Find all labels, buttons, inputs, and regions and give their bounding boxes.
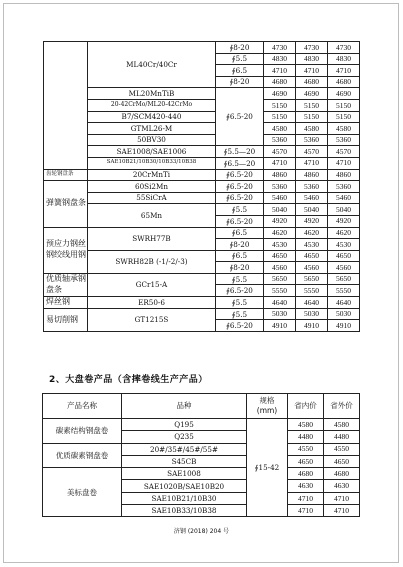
spec-cell: ∮6.5-20 [216,215,264,227]
price-cell: 5460 [296,192,328,204]
price-cell: 4710 [264,65,296,77]
table-row [44,123,360,135]
price-cell: 4680 [288,468,324,480]
header-spec: 规格 (mm) [247,394,288,419]
grade-cell: SAE1008 [122,468,247,480]
price-cell: 5650 [264,273,296,285]
price-cell: 4710 [324,505,360,517]
price-cell: 4830 [328,53,360,65]
price-cell: 5360 [328,134,360,146]
spec-cell: ∮5.5 [216,53,264,65]
grade-cell: SWRH77B [88,227,216,250]
price-cell: 4910 [264,320,296,332]
price-cell: 4580 [288,419,324,431]
grade-cell: GT1215S [88,308,216,331]
spec-cell: ∮8-20 [216,42,264,54]
price-cell: 4680 [296,76,328,88]
grade-cell: SAE1020B/SAE10B20 [122,480,247,492]
price-cell: 5150 [328,111,360,123]
spec-cell: ∮5.5 [216,308,264,320]
price-cell: 4830 [296,53,328,65]
spec-cell: ∮6.5-20 [216,88,264,146]
spec-cell: ∮5.5 [216,273,264,285]
price-cell: 4570 [264,146,296,158]
category-cell: 齿轮钢盘条 [44,169,88,181]
price-cell: 4480 [288,431,324,443]
spec-cell: ∮5.5—20 [216,146,264,158]
table-row [44,250,360,262]
spec-cell: ∮5.5 [216,204,264,216]
price-cell: 4480 [324,431,360,443]
header-inner-price: 省内价 [288,394,324,419]
price-cell: 4860 [264,169,296,181]
table-row [44,157,360,169]
spec-cell: ∮8-20 [216,76,264,88]
price-cell: 4650 [324,455,360,467]
grade-cell: SAE10B33/10B38 [122,505,247,517]
price-cell: 5150 [296,111,328,123]
table-row [44,297,360,309]
price-cell: 4650 [264,250,296,262]
price-cell: 4580 [264,123,296,135]
price-cell: 4530 [264,239,296,251]
grade-cell: GTML26-M [88,123,216,135]
price-cell: 4830 [264,53,296,65]
price-cell: 4920 [296,215,328,227]
price-cell: 5150 [264,111,296,123]
grade-cell: 20#/35#/45#/55# [122,443,247,455]
price-cell: 4920 [328,215,360,227]
price-cell: 5360 [264,181,296,193]
table-row [44,204,360,216]
header-outer-price: 省外价 [324,394,360,419]
table-row [44,169,360,181]
price-cell: 5360 [296,134,328,146]
price-cell: 4640 [328,297,360,309]
price-cell: 5360 [328,181,360,193]
spec-cell: ∮6.5—20 [216,157,264,169]
price-cell: 5460 [328,192,360,204]
table-row [44,273,360,285]
price-cell: 5550 [328,285,360,297]
grade-cell: 20CrMnTi [88,169,216,181]
price-cell: 4650 [328,250,360,262]
price-cell: 4570 [296,146,328,158]
price-cell: 4630 [324,480,360,492]
price-cell: 5030 [264,308,296,320]
table-row [44,111,360,123]
grade-cell: 65Mn [88,204,216,227]
price-cell: 4580 [328,123,360,135]
price-cell: 5550 [296,285,328,297]
table-row [44,146,360,158]
price-cell: 4620 [296,227,328,239]
spec-cell: ∮5.5 [216,297,264,309]
spec-cell: ∮6.5 [216,250,264,262]
table-row [44,88,360,100]
table-header-row [43,394,360,419]
price-cell: 4860 [328,169,360,181]
price-cell: 4620 [328,227,360,239]
price-cell: 4580 [296,123,328,135]
grade-cell: 60Si2Mn [88,181,216,193]
grade-cell: SAE10B21/10B30/10B33/10B38 [88,157,216,169]
price-cell: 4630 [288,480,324,492]
product-name-cell: 碳素结构钢盘卷 [43,419,122,444]
price-table-large-coil [42,393,360,517]
table-row [44,181,360,193]
price-cell: 4710 [288,505,324,517]
spec-cell: ∮8-20 [216,262,264,274]
price-cell: 4690 [264,88,296,100]
spec-cell: ∮6.5 [216,227,264,239]
spec-cell: ∮6.5-20 [216,181,264,193]
table-row [44,192,360,204]
price-cell: 5030 [328,308,360,320]
table-row [44,42,360,54]
spec-cell: ∮6.5-20 [216,192,264,204]
price-cell: 4710 [264,157,296,169]
price-cell: 4730 [328,42,360,54]
price-cell: 4570 [328,146,360,158]
category-cell: 弹簧钢盘条 [44,181,88,227]
header-grade: 品种 [122,394,247,419]
table-row [43,443,360,455]
price-cell: 5360 [264,134,296,146]
price-cell: 4530 [328,239,360,251]
grade-cell: ML20MnTiB [88,88,216,100]
grade-cell: 55SiCrA [88,192,216,204]
grade-cell: 20-42CrMo/ML20-42CrMo [88,99,216,111]
price-cell: 4910 [328,320,360,332]
price-cell: 4550 [288,443,324,455]
price-cell: 4550 [324,443,360,455]
price-cell: 4710 [328,65,360,77]
price-cell: 4710 [324,492,360,504]
price-cell: 4920 [264,215,296,227]
category-cell: 易切削钢 [44,308,88,331]
price-cell: 4910 [296,320,328,332]
grade-cell: Q235 [122,431,247,443]
price-cell: 4710 [296,157,328,169]
table-row [43,419,360,431]
price-cell: 4650 [288,455,324,467]
price-cell: 5150 [296,99,328,111]
spec-cell: ∮6.5-20 [216,169,264,181]
table-row [44,227,360,239]
grade-cell: Q195 [122,419,247,431]
grade-cell: SAE1008/SAE1006 [88,146,216,158]
price-cell: 4710 [328,157,360,169]
grade-cell: B7/SCM420-440 [88,111,216,123]
price-cell: 4860 [296,169,328,181]
price-cell: 5150 [328,99,360,111]
price-cell: 4530 [296,239,328,251]
category-cell [44,42,88,170]
price-cell: 4640 [296,297,328,309]
price-table-wire-rod [43,41,360,332]
grade-cell: GCr15-A [88,273,216,296]
spec-cell: ∮15-42 [247,419,288,517]
price-cell: 4710 [288,492,324,504]
price-cell: 4710 [296,65,328,77]
product-name-cell: 美标盘卷 [43,468,122,517]
price-cell: 5650 [328,273,360,285]
category-cell: 优质轴承钢盘条 [44,273,88,296]
document-footer: 济钢 (2018) 204 号 [173,528,230,535]
price-cell: 5150 [264,99,296,111]
price-cell: 5040 [264,204,296,216]
price-cell: 5550 [264,285,296,297]
price-cell: 4620 [264,227,296,239]
category-cell: 预应力钢丝钢绞线用钢 [44,227,88,273]
price-cell: 5040 [296,204,328,216]
table-row [43,468,360,480]
grade-cell: SWRH82B (-1/-2/-3) [88,250,216,273]
spec-cell: ∮6.5-20 [216,320,264,332]
price-cell: 4730 [264,42,296,54]
grade-cell: ML40Cr/40Cr [88,42,216,88]
price-cell: 4640 [264,297,296,309]
price-cell: 5040 [328,204,360,216]
header-product-name: 产品名称 [43,394,122,419]
price-cell: 4690 [328,88,360,100]
spec-cell: ∮6.5-20 [216,285,264,297]
price-cell: 4680 [324,468,360,480]
section-heading: 2、大盘卷产品（含摔卷线生产产品） [49,375,208,385]
price-cell: 4680 [264,76,296,88]
price-cell: 5650 [296,273,328,285]
price-cell: 4560 [296,262,328,274]
price-cell: 4680 [328,76,360,88]
price-cell: 5460 [264,192,296,204]
grade-cell: 50BV30 [88,134,216,146]
table-row [44,99,360,111]
table-row [44,134,360,146]
price-cell: 4690 [296,88,328,100]
price-cell: 4730 [296,42,328,54]
grade-cell: S45CB [122,455,247,467]
grade-cell: ER50-6 [88,297,216,309]
category-cell: 焊丝钢 [44,297,88,309]
spec-cell: ∮6.5 [216,65,264,77]
price-cell: 4560 [328,262,360,274]
grade-cell: SAE10B21/10B30 [122,492,247,504]
price-cell: 4580 [324,419,360,431]
price-cell: 5030 [296,308,328,320]
product-name-cell: 优质碳素钢盘卷 [43,443,122,468]
spec-cell: ∮8-20 [216,239,264,251]
table-row [44,308,360,320]
price-cell: 4650 [296,250,328,262]
price-cell: 4560 [264,262,296,274]
price-cell: 5360 [296,181,328,193]
